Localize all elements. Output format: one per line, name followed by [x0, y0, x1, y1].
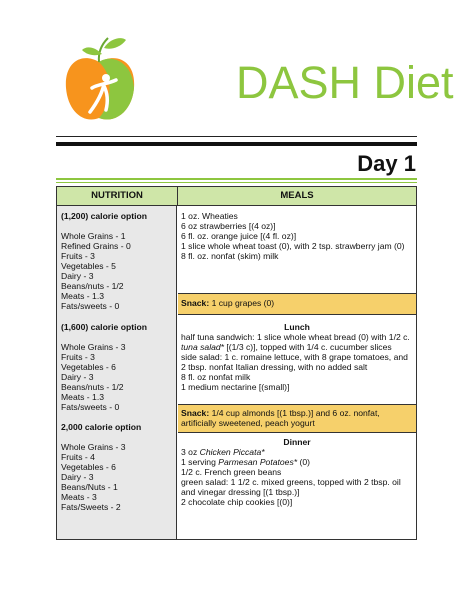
list-item: Whole Grains - 1	[61, 231, 126, 241]
snack-row	[178, 404, 416, 433]
nutrition-column	[57, 206, 177, 539]
list-item: Vegetables - 6	[61, 362, 116, 372]
snack-label: Snack:	[181, 298, 210, 308]
list-item: Beans/nuts - 1/2	[61, 382, 124, 392]
list-item: Vegetables - 5	[61, 261, 116, 271]
meals-column	[178, 206, 416, 539]
list-item: Fats/sweets - 0	[61, 402, 120, 412]
snack-text	[181, 298, 274, 308]
snack-label: Snack:	[181, 408, 210, 418]
meal-line: 8 fl. oz nonfat milk	[181, 372, 251, 382]
divider	[56, 142, 417, 146]
list-item: Fruits - 3	[61, 352, 95, 362]
list-item: Fruits - 3	[61, 251, 95, 261]
dinner-title: Dinner	[283, 437, 311, 447]
list-item: Fats/sweets - 0	[61, 301, 120, 311]
meal-line: 1/2 c. French green beans	[181, 467, 282, 477]
divider	[56, 178, 417, 180]
meal-line: 1 slice whole wheat toast (0), with 2 tsp. strawberry jam (0)	[181, 241, 405, 251]
snack-detail: 1/4 cup almonds [(1 tbsp.)] and 6 oz. nonfat,	[209, 408, 380, 418]
option-title: (1,200) calorie option	[61, 211, 147, 221]
list-item: Whole Grains - 3	[61, 442, 126, 452]
list-item: Refined Grains - 0	[61, 241, 131, 251]
list-item: Dairy - 3	[61, 271, 94, 281]
list-item: Dairy - 3	[61, 372, 94, 382]
meal-line: 6 fl. oz. orange juice [(4 fl. oz)]	[181, 231, 297, 241]
apple-logo-icon	[62, 32, 136, 124]
meal-plan-table	[56, 186, 417, 540]
day-heading: Day 1	[357, 151, 416, 176]
meal-line: 1 oz. Wheaties	[181, 211, 238, 221]
lunch-title: Lunch	[284, 322, 310, 332]
list-item: Fats/Sweets - 2	[61, 502, 121, 512]
list-item: Meats - 1.3	[61, 392, 104, 402]
meal-line: 6 oz strawberries [(4 oz)]	[181, 221, 276, 231]
meals-header: MEALS	[178, 187, 416, 206]
brand-title: DASH Diet	[236, 57, 454, 108]
meal-line: side salad: 1 c. romaine lettuce, with 8 grape tomatoes, and	[181, 352, 408, 362]
meal-line: green salad: 1 1/2 c. mixed greens, topped with 2 tbsp. oil	[181, 477, 401, 487]
list-item: Meats - 1.3	[61, 291, 104, 301]
meal-line-rest: [(1/3 c)], topped with 1/4 c. cucumber slices	[224, 342, 392, 352]
divider	[56, 136, 417, 137]
meal-line: 8 fl. oz. nonfat (skim) milk	[181, 251, 279, 261]
divider	[56, 182, 417, 183]
snack-text	[181, 408, 380, 418]
recipe-name: tuna salad*	[181, 342, 225, 352]
meal-line: 2 tbsp. nonfat Italian dressing, with no added salt	[181, 362, 368, 372]
list-item: Dairy - 3	[61, 472, 94, 482]
meal-line	[181, 342, 392, 352]
list-item: Beans/nuts - 1/2	[61, 281, 124, 291]
meal-line: 2 chocolate chip cookies [(0)]	[181, 497, 293, 507]
list-item: Meats - 3	[61, 492, 97, 502]
meal-line: half tuna sandwich: 1 slice whole wheat bread (0) with 1/2 c.	[181, 332, 410, 342]
meal-line-prefix: 3 oz	[181, 447, 200, 457]
meal-line-suffix: (0)	[297, 457, 310, 467]
snack-detail: 1 cup grapes (0)	[211, 298, 275, 308]
list-item: Whole Grains - 3	[61, 342, 126, 352]
option-title: 2,000 calorie option	[61, 422, 142, 432]
snack-text-line2: artificially sweetened, peach yogurt	[181, 418, 315, 428]
meal-line: and vinegar dressing [(1 tbsp.)]	[181, 487, 300, 497]
snack-row	[178, 293, 416, 315]
recipe-name: Chicken Piccata*	[199, 447, 265, 457]
meal-line: 1 medium nectarine [(small)]	[181, 382, 290, 392]
recipe-name: Parmesan Potatoes*	[218, 457, 298, 467]
meal-line-prefix: 1 serving	[181, 457, 219, 467]
meal-line	[181, 457, 310, 467]
list-item: Beans/Nuts - 1	[61, 482, 118, 492]
list-item: Vegetables - 6	[61, 462, 116, 472]
nutrition-header: NUTRITION	[57, 187, 178, 206]
option-title: (1,600) calorie option	[61, 322, 147, 332]
meal-line	[181, 447, 265, 457]
list-item: Fruits - 4	[61, 452, 95, 462]
